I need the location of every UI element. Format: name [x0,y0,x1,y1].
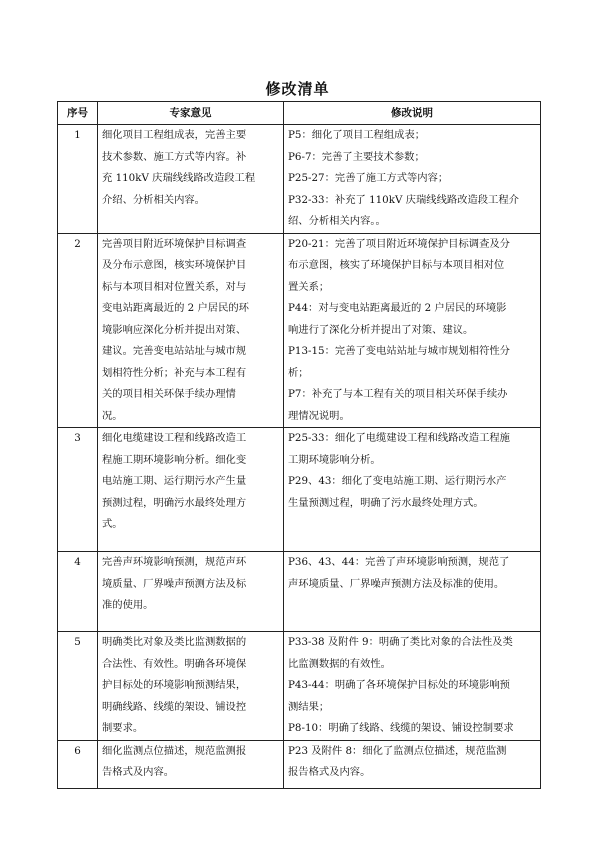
explanation-line: P44：对与变电站距离最近的 2 户居民的环境影 [288,302,507,314]
row-number: 5 [58,632,98,741]
explanation-line: P6-7：完善了主要技术参数； [288,150,425,163]
explanation-line: 比监测数据的有效性。 [288,657,391,670]
opinion-line: 准的使用。 [102,599,154,611]
explanation-line: 工期环境影响分析。 [288,453,381,466]
explanation-line: 置关系； [288,280,330,293]
explanation-line: P7：补充了与本工程有关的项目相关环保手续办 [288,388,508,400]
opinion-line: 境影响应深化分析并提出对策、 [102,323,247,336]
opinion-line: 细化项目工程组成表，完善主要 [102,129,247,141]
header-no: 序号 [58,102,98,125]
explanation-line: P36、43、44：完善了声环境影响预测，规范了 [288,556,510,568]
explanation-line: 析； [288,366,309,379]
explanation-line: P20-21：完善了项目附近环境保护目标调查及分 [288,237,510,250]
opinion-line: 明确类比对象及类比监测数据的 [102,636,247,648]
explanation-line: P5：细化了项目工程组成表； [288,129,426,141]
opinion-line: 划相符性分析；补充与本工程有 [102,366,247,379]
explanation-line: 报告格式及内容。 [288,766,371,778]
revision-explanation-cell [284,233,541,428]
revision-explanation-cell [284,740,541,788]
opinion-line: 细化电缆建设工程和线路改造工 [102,432,247,444]
expert-opinion-cell [98,632,284,741]
explanation-line: P43-44：明确了各环境保护目标处的环境影响预 [288,679,510,691]
opinion-line: 预测过程，明确污水最终处理方 [102,496,247,509]
explanation-line: 响进行了深化分析并提出了对策、建议。 [288,323,474,336]
expert-opinion-cell [98,428,284,552]
table-row [58,632,541,741]
opinion-line: 式。 [102,518,123,530]
page-title: 修改清单 [265,80,330,98]
explanation-line: 测结果； [288,700,330,713]
opinion-line: 标与本项目相对位置关系，对与 [102,280,247,293]
table-row [58,552,541,632]
row-number: 2 [58,233,98,428]
revision-explanation-cell [284,632,541,741]
opinion-line: 及分布示意图，核实环境保护目 [102,259,247,271]
opinion-line: 充 110kV 庆瑞线线路改造段工程 [102,172,256,184]
table-header-row [58,102,541,125]
explanation-line: P23 及附件 8：细化了监测点位描述，规范监测 [288,744,507,757]
row-number: 6 [58,740,98,788]
expert-opinion-cell [98,233,284,428]
opinion-line: 合法性、有效性。明确各环境保 [102,657,247,670]
opinion-line: 技术参数、施工方式等内容。补 [102,150,247,163]
opinion-line: 关的项目相关环保手续办理情 [102,388,236,400]
explanation-line: P29、43：细化了变电站施工期、运行期污水产 [288,475,507,487]
revision-explanation-cell [284,428,541,552]
opinion-line: 明确线路、线缆的架设、铺设控 [102,700,247,713]
table-row [58,125,541,234]
explanation-line: P25-33：细化了电缆建设工程和线路改造工程施 [288,432,510,444]
opinion-line: 介绍、分析相关内容。 [102,193,205,206]
opinion-line: 护目标处的环境影响预测结果， [102,679,247,691]
opinion-line: 程施工期环境影响分析。细化变 [102,453,247,466]
table-row [58,428,541,552]
revision-explanation-cell [284,125,541,234]
opinion-line: 建议。完善变电站站址与城市规 [102,345,247,357]
table-row [58,740,541,788]
explanation-line: P32-33：补充了 110kV 庆瑞线线路改造段工程介 [288,193,519,206]
opinion-line: 况。 [102,409,123,422]
header-explanation: 修改说明 [284,102,541,125]
expert-opinion-cell [98,552,284,632]
opinion-line: 制要求。 [102,722,144,734]
expert-opinion-cell [98,740,284,788]
explanation-line: 生量预测过程，明确了污水最终处理方式。 [288,496,484,509]
explanation-line: 理情况说明。 [288,409,350,422]
explanation-line: P25-27：完善了施工方式等内容； [288,172,449,184]
opinion-line: 境质量、厂界噪声预测方法及标 [102,577,247,590]
opinion-line: 细化监测点位描述，规范监测报 [102,744,247,757]
opinion-line: 电站施工期、运行期污水产生量 [102,475,247,487]
revision-table [57,101,541,789]
explanation-line: P13-15：完善了变电站站址与城市规划相符性分 [288,345,510,357]
explanation-line: P8-10：明确了线路、线缆的架设、铺设控制要求 [288,722,514,734]
opinion-line: 变电站距离最近的 2 户居民的环 [102,302,249,314]
explanation-line: P33-38 及附件 9：明确了类比对象的合法性及类 [288,636,513,648]
explanation-line: 布示意图，核实了环境保护目标与本项目相对位 [288,259,505,271]
revision-explanation-cell [284,552,541,632]
row-number: 4 [58,552,98,632]
expert-opinion-cell [98,125,284,234]
opinion-line: 完善声环境影响预测，规范声环 [102,556,247,568]
row-number: 3 [58,428,98,552]
explanation-line: 绍、分析相关内容。。 [288,215,386,227]
opinion-line: 告格式及内容。 [102,766,175,778]
row-number: 1 [58,125,98,234]
explanation-line: 声环境质量、厂界噪声预测方法及标准的使用。 [288,577,505,590]
header-opinion: 专家意见 [98,102,284,125]
table-row [58,233,541,428]
opinion-line: 完善项目附近环境保护目标调查 [102,237,247,250]
